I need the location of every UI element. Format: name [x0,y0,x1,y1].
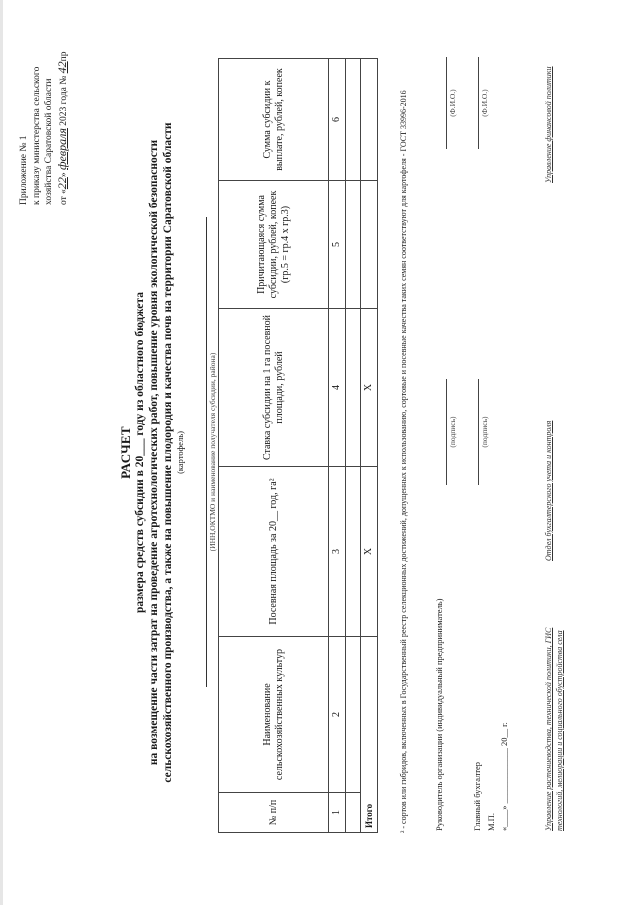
title-line2: на возмещение части затрат на проведение агротехнологических работ, повышение уровня экологической безопасности [148,139,160,766]
table-cell[interactable] [346,181,361,309]
subsidy-table [218,58,378,833]
recipient-rule [206,217,207,687]
department-accounting: Отдел бухгалтерского учета и контроля [544,420,553,561]
footnote: ² - сортов или гибридов, включенных в Государственный реестр селекционных достижений, допущенных к использованию, сортовые и посевные качества таких семян соответствуют для картофеля - ГОСТ 33996-2016 [399,90,408,833]
table-cell[interactable] [346,309,361,467]
column-number: 4 [329,309,346,467]
header-cell: № п/п [219,793,329,833]
title-note: (картофель) [175,431,185,474]
stamp-mark: М.П. [486,813,496,831]
department-finance: Управление финансовой политики [544,66,553,183]
handwritten-month: февраля [54,128,69,170]
date-line[interactable]: «____» _____________ 20__ г. [499,722,509,831]
column-number: 5 [329,181,346,309]
appendix-block [18,5,70,205]
table-cell[interactable] [346,793,361,833]
column-number: 6 [329,59,346,181]
header-cell: Ставка субсидии на 1 га посевной площади, рублей [219,309,329,467]
accountant-label: Главный бухгалтер [472,761,482,831]
table-number-row [329,59,346,833]
table-cell[interactable] [346,59,361,181]
table-total-row [361,59,378,833]
table-header-row [219,59,329,833]
head-sign-caption: (подпись) [448,416,457,448]
header-cell: Посевная площадь за 20__ год, га² [219,467,329,637]
recipient-field [206,217,217,687]
department-agro: Управление растениеводства, технической политики, ГИС технологий, мелиорации и социального обустройства села [544,627,564,831]
title-line1: размера средств субсидии в 20___ году из областного бюджета [134,292,146,613]
handwritten-day: 22 [54,177,69,190]
table-cell[interactable] [346,637,361,793]
column-number: 2 [329,637,346,793]
header-cell: Сумма субсидии к выплате, рублей, копеек [219,59,329,181]
head-signature-label: Руководитель организации (индивидуальный предприниматель) [434,598,444,831]
handwritten-number: 42 [54,61,69,74]
head-sign-line[interactable] [446,379,447,485]
appendix-line4: от «22» февраля 2023 года № 42пр [54,51,69,205]
title-line3: сельскохозяйственного производства, а также на повышение плодородия и качества почв на территории Саратовской области [162,122,174,783]
total-cell-area: X [361,467,378,637]
accountant-sign-caption: (подпись) [480,416,489,448]
document-title [118,0,186,905]
header-cell: Причитающаяся сумма субсидии, рублей, копеек (гр.5 = гр.4 х гр.3) [219,181,329,309]
accountant-fio-line[interactable] [478,57,479,149]
head-fio-caption: (Ф.И.О.) [448,89,457,117]
accountant-fio-caption: (Ф.И.О.) [480,89,489,117]
appendix-line2: к приказу министерства сельского [31,66,42,205]
recipient-caption: (ИНН,ОКТМО и наименование получателя субсидии, района) [208,352,217,552]
accountant-sign-line[interactable] [478,379,479,485]
total-cell-payout[interactable] [361,59,378,181]
total-cell-rate: X [361,309,378,467]
total-cell-due[interactable] [361,181,378,309]
table-row [346,59,361,833]
column-number: 3 [329,467,346,637]
appendix-line1: Приложение № 1 [19,135,29,205]
head-fio-line[interactable] [446,57,447,149]
title-main: РАСЧЕТ [118,426,133,479]
total-label: Итого [361,637,378,833]
table-cell[interactable] [346,467,361,637]
header-cell: Наименование сельскохозяйственных культур [219,637,329,793]
column-number: 1 [329,793,346,833]
appendix-line3: хозяйства Саратовской области [44,78,54,205]
